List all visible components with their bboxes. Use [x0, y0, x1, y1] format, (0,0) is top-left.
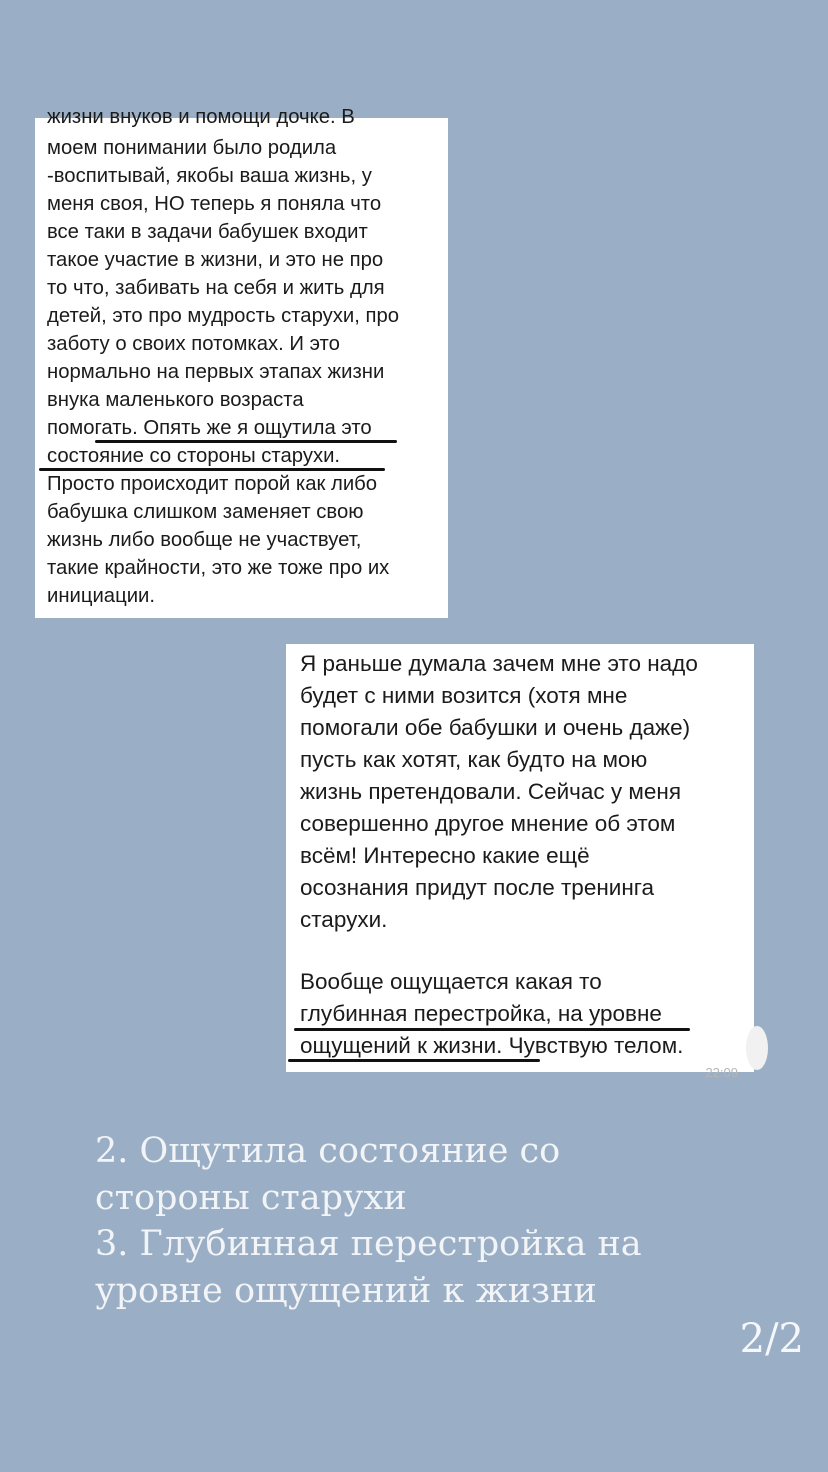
message-1-line: помогать. Опять же я ощутила это — [47, 417, 372, 439]
message-1-line: -воспитывай, якобы ваша жизнь, у — [47, 165, 372, 187]
message-1-line: жизни внуков и помощи дочке. В — [47, 106, 355, 128]
message-2-line: помогали обе бабушки и очень даже) — [300, 715, 691, 740]
caption-line: уровне ощущений к жизни — [95, 1270, 597, 1311]
caption-line: 3. Глубинная перестройка на — [95, 1224, 642, 1264]
message-1-line: такое участие в жизни, и это не про — [47, 249, 384, 271]
page-counter: 2/2 — [739, 1316, 804, 1362]
hand-drawn-underline — [294, 1028, 690, 1031]
screenshot-message-1 — [35, 106, 448, 618]
screenshot-message-2 — [286, 644, 754, 1080]
caption-line: 2. Ощутила состояние со — [95, 1131, 561, 1171]
message-2-line: жизнь претендовали. Сейчас у меня — [300, 779, 682, 804]
message-2-line: Вообще ощущается какая то — [300, 969, 602, 994]
message-2-line: ощущений к жизни. Чувствую телом. — [300, 1033, 684, 1058]
message-1-line: все таки в задачи бабушек входит — [47, 221, 368, 243]
message-2-line: пусть как хотят, как будто на мою — [300, 747, 648, 772]
message-1-line: заботу о своих потомках. И это — [47, 333, 340, 355]
hand-drawn-underline — [95, 440, 397, 443]
hand-drawn-underline — [39, 468, 385, 471]
message-2-line: глубинная перестройка, на уровне — [300, 1001, 662, 1026]
message-1-line: состояние со стороны старухи. — [47, 445, 341, 467]
message-2-line: всём! Интересно какие ещё — [300, 843, 590, 868]
message-1-line: Просто происходит порой как либо — [47, 473, 378, 495]
message-2-line: будет с ними возится (хотя мне — [300, 683, 628, 708]
caption-line: стороны старухи — [95, 1177, 407, 1218]
message-1-line: внука маленького возраста — [47, 389, 304, 411]
message-timestamp: 22:09 — [705, 1065, 738, 1080]
message-1-line: жизнь либо вообще не участвует, — [47, 529, 362, 551]
story-caption — [95, 1128, 775, 1314]
message-1-line: детей, это про мудрость старухи, про — [47, 305, 400, 327]
message-2-line: старухи. — [300, 907, 388, 932]
message-1-line: инициации. — [47, 585, 155, 607]
message-1-line: меня своя, НО теперь я поняла что — [47, 193, 382, 215]
reaction-button-edge — [746, 1026, 768, 1070]
message-1-line: то что, забивать на себя и жить для — [47, 277, 385, 299]
message-2-line: Я раньше думала зачем мне это надо — [300, 651, 698, 676]
message-2-line: совершенно другое мнение об этом — [300, 811, 676, 836]
message-1-line: моем понимании было родила — [47, 137, 337, 159]
message-1-line: бабушка слишком заменяет свою — [47, 501, 364, 523]
message-2-line: осознания придут после тренинга — [300, 875, 654, 900]
message-1-line: нормально на первых этапах жизни — [47, 361, 385, 383]
message-1-line: такие крайности, это же тоже про их — [47, 557, 390, 579]
hand-drawn-underline — [288, 1059, 540, 1062]
